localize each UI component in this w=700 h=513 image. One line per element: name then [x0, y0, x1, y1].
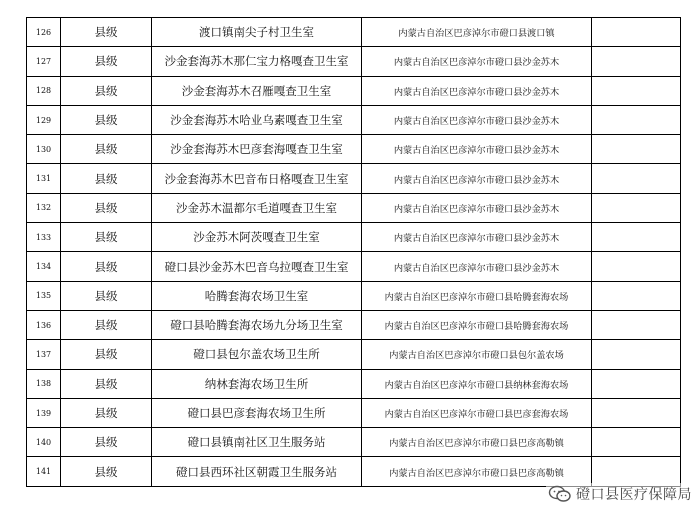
address-cell: 内蒙古自治区巴彦淖尔市磴口县巴彦高勒镇 — [362, 457, 592, 486]
address-cell: 内蒙古自治区巴彦淖尔市磴口县巴彦高勒镇 — [362, 428, 592, 457]
address-cell: 内蒙古自治区巴彦淖尔市磴口县沙金苏木 — [362, 105, 592, 134]
institution-name-cell: 磴口县西环社区朝霞卫生服务站 — [152, 457, 362, 486]
address-cell: 内蒙古自治区巴彦淖尔市磴口县沙金苏木 — [362, 193, 592, 222]
note-cell — [592, 428, 681, 457]
table-row — [27, 281, 681, 310]
level-cell: 县级 — [61, 369, 152, 398]
level-cell: 县级 — [61, 47, 152, 76]
row-number: 134 — [27, 252, 61, 281]
table-row — [27, 310, 681, 339]
note-cell — [592, 105, 681, 134]
institution-name-cell: 沙金套海苏木巴音布日格嘎查卫生室 — [152, 164, 362, 193]
table-row — [27, 18, 681, 47]
table-row — [27, 457, 681, 486]
row-number: 131 — [27, 164, 61, 193]
table-row — [27, 428, 681, 457]
address-cell: 内蒙古自治区巴彦淖尔市磴口县渡口镇 — [362, 18, 592, 47]
note-cell — [592, 398, 681, 427]
note-cell — [592, 18, 681, 47]
address-cell: 内蒙古自治区巴彦淖尔市磴口县哈腾套海农场 — [362, 310, 592, 339]
address-cell: 内蒙古自治区巴彦淖尔市磴口县哈腾套海农场 — [362, 281, 592, 310]
level-cell: 县级 — [61, 340, 152, 369]
level-cell: 县级 — [61, 164, 152, 193]
row-number: 130 — [27, 135, 61, 164]
address-cell: 内蒙古自治区巴彦淖尔市磴口县沙金苏木 — [362, 47, 592, 76]
hospital-table — [26, 17, 681, 487]
institution-name-cell: 纳林套海农场卫生所 — [152, 369, 362, 398]
wechat-icon — [548, 485, 572, 503]
note-cell — [592, 135, 681, 164]
table-row — [27, 193, 681, 222]
table-row — [27, 369, 681, 398]
level-cell: 县级 — [61, 398, 152, 427]
row-number: 135 — [27, 281, 61, 310]
institution-name-cell: 沙金苏木阿茨嘎查卫生室 — [152, 223, 362, 252]
level-cell: 县级 — [61, 135, 152, 164]
institution-name-cell: 磴口县巴彦套海农场卫生所 — [152, 398, 362, 427]
institution-name-cell: 沙金套海苏木哈业乌素嘎查卫生室 — [152, 105, 362, 134]
row-number: 132 — [27, 193, 61, 222]
address-cell: 内蒙古自治区巴彦淖尔市磴口县巴彦套海农场 — [362, 398, 592, 427]
level-cell: 县级 — [61, 76, 152, 105]
watermark-text: 磴口县医疗保障局 — [576, 487, 692, 503]
level-cell: 县级 — [61, 223, 152, 252]
row-number: 137 — [27, 340, 61, 369]
level-cell: 县级 — [61, 252, 152, 281]
row-number: 138 — [27, 369, 61, 398]
table-body — [27, 18, 681, 487]
row-number: 128 — [27, 76, 61, 105]
table-row — [27, 105, 681, 134]
table-row — [27, 223, 681, 252]
row-number: 133 — [27, 223, 61, 252]
row-number: 140 — [27, 428, 61, 457]
table-row — [27, 76, 681, 105]
level-cell: 县级 — [61, 281, 152, 310]
level-cell: 县级 — [61, 18, 152, 47]
row-number: 127 — [27, 47, 61, 76]
address-cell: 内蒙古自治区巴彦淖尔市磴口县沙金苏木 — [362, 252, 592, 281]
row-number: 126 — [27, 18, 61, 47]
address-cell: 内蒙古自治区巴彦淖尔市磴口县沙金苏木 — [362, 164, 592, 193]
institution-name-cell: 哈腾套海农场卫生室 — [152, 281, 362, 310]
row-number: 129 — [27, 105, 61, 134]
note-cell — [592, 369, 681, 398]
table-row — [27, 164, 681, 193]
address-cell: 内蒙古自治区巴彦淖尔市磴口县沙金苏木 — [362, 76, 592, 105]
note-cell — [592, 223, 681, 252]
level-cell: 县级 — [61, 428, 152, 457]
row-number: 136 — [27, 310, 61, 339]
institution-name-cell: 沙金苏木温都尔毛道嘎查卫生室 — [152, 193, 362, 222]
note-cell — [592, 164, 681, 193]
address-cell: 内蒙古自治区巴彦淖尔市磴口县沙金苏木 — [362, 223, 592, 252]
note-cell — [592, 76, 681, 105]
table-row — [27, 340, 681, 369]
level-cell: 县级 — [61, 457, 152, 486]
institution-name-cell: 磴口县沙金苏木巴音乌拉嘎查卫生室 — [152, 252, 362, 281]
note-cell — [592, 252, 681, 281]
address-cell: 内蒙古自治区巴彦淖尔市磴口县纳林套海农场 — [362, 369, 592, 398]
note-cell — [592, 457, 681, 486]
table-row — [27, 252, 681, 281]
institution-name-cell: 沙金套海苏木召雁嘎查卫生室 — [152, 76, 362, 105]
note-cell — [592, 193, 681, 222]
note-cell — [592, 340, 681, 369]
level-cell: 县级 — [61, 105, 152, 134]
institution-name-cell: 磴口县哈腾套海农场九分场卫生室 — [152, 310, 362, 339]
row-number: 139 — [27, 398, 61, 427]
address-cell: 内蒙古自治区巴彦淖尔市磴口县包尔盖农场 — [362, 340, 592, 369]
watermark — [546, 483, 694, 505]
institution-name-cell: 磴口县包尔盖农场卫生所 — [152, 340, 362, 369]
note-cell — [592, 281, 681, 310]
note-cell — [592, 47, 681, 76]
row-number: 141 — [27, 457, 61, 486]
table-row — [27, 135, 681, 164]
address-cell: 内蒙古自治区巴彦淖尔市磴口县沙金苏木 — [362, 135, 592, 164]
institution-name-cell: 沙金套海苏木那仁宝力格嘎查卫生室 — [152, 47, 362, 76]
institution-name-cell: 渡口镇南尖子村卫生室 — [152, 18, 362, 47]
table-row — [27, 47, 681, 76]
note-cell — [592, 310, 681, 339]
hospital-list-sheet — [26, 17, 680, 487]
institution-name-cell: 磴口县镇南社区卫生服务站 — [152, 428, 362, 457]
institution-name-cell: 沙金套海苏木巴彦套海嘎查卫生室 — [152, 135, 362, 164]
level-cell: 县级 — [61, 310, 152, 339]
level-cell: 县级 — [61, 193, 152, 222]
table-row — [27, 398, 681, 427]
